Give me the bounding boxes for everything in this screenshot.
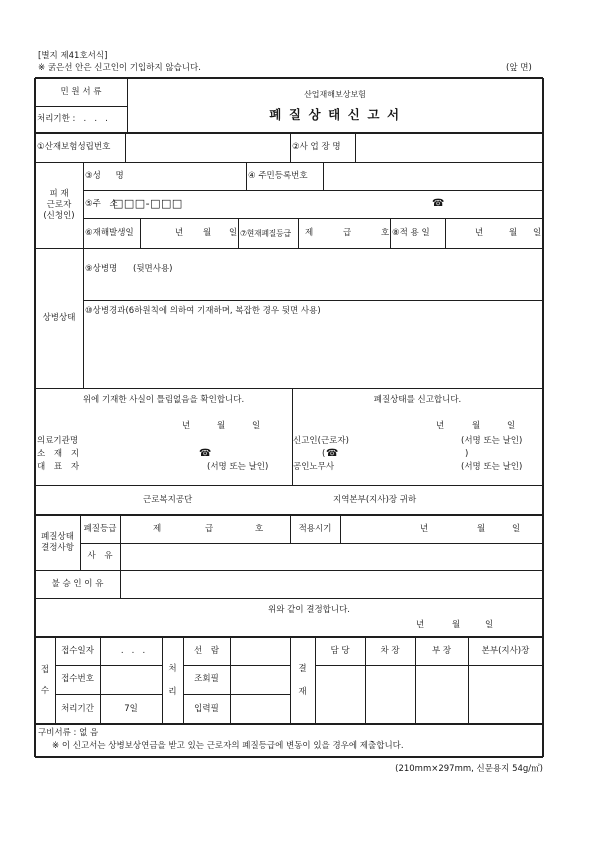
worker-name-label: ③성 명 <box>85 170 124 181</box>
decision-reason-label: 사 유 <box>87 551 113 561</box>
phone-paren-open: ( <box>322 449 326 459</box>
day-unit: 일 <box>533 228 542 238</box>
month-unit: 월 <box>217 421 226 431</box>
month-unit: 월 <box>509 228 518 238</box>
rule-line-horizontal <box>35 756 543 758</box>
representative-label: 대 표 자 <box>37 462 80 472</box>
recipient-name: 지역본부(지사)장 귀하 <box>333 495 417 505</box>
grade-unit: 급 <box>343 228 352 238</box>
year-unit: 년 <box>416 620 425 630</box>
civil-doc-label: 민 원 서 류 <box>60 86 102 97</box>
agency-name: 근로복지공단 <box>143 495 193 505</box>
day-unit: 일 <box>507 421 516 431</box>
phone-icon: ☎ <box>432 198 445 209</box>
paper-spec: (210mm×297mm, 신문용지 54g/㎡) <box>395 764 543 774</box>
preview-label: 선 람 <box>193 645 220 656</box>
day-unit: 일 <box>229 228 238 238</box>
rejection-reason-field <box>120 570 543 598</box>
day-unit: 일 <box>252 421 261 431</box>
accident-date-label: ⑥재해발생일 <box>85 227 134 238</box>
workplace-name-label: ②사 업 장 명 <box>292 142 341 152</box>
worker-section-label-line: (신청인) <box>43 210 75 221</box>
disease-name-note: (뒷면사용) <box>133 264 173 274</box>
current-grade-label: ⑦현재폐질등급 <box>240 228 291 238</box>
inquiry-label: 조회필 <box>194 674 219 684</box>
worker-section-label-line: 근로자 <box>46 199 72 210</box>
decision-reason-field <box>120 543 543 570</box>
workplace-name-field <box>355 133 543 162</box>
receipt-date-label: 접수일자 <box>61 645 94 656</box>
form-number: [별지 제41호서식] <box>38 51 108 61</box>
resident-no-label: ④ 주민등록번호 <box>248 170 308 181</box>
month-unit: 월 <box>452 620 461 630</box>
insurance-no-field <box>125 133 290 162</box>
handling-section-char: 리 <box>168 686 177 697</box>
labor-attorney-label: 공인노무사 <box>293 462 335 472</box>
institution-label: 의료기관명 <box>37 436 79 446</box>
decision-grade-label: 폐질등급 <box>83 523 117 534</box>
approver-staff: 담 당 <box>330 645 350 656</box>
month-unit: 월 <box>472 421 481 431</box>
receipt-section-label <box>35 637 55 724</box>
decision-statement: 위와 같이 결정합니다. <box>268 605 351 615</box>
entry-label: 입력필 <box>194 703 219 714</box>
rejection-reason-label: 불 승 인 이 유 <box>51 578 104 589</box>
year-unit: 년 <box>175 228 184 238</box>
year-unit: 년 <box>420 524 429 534</box>
decision-section-label-line: 결정사항 <box>41 542 74 553</box>
approval-section-label <box>290 637 315 724</box>
rule-line-horizontal <box>35 388 543 389</box>
decision-section-label <box>35 515 80 570</box>
grade-prefix-unit: 제 <box>305 228 314 238</box>
receipt-section-char: 접 <box>40 664 50 675</box>
confirmation-statement: 위에 기재한 사실이 틀림없음을 확인합니다. <box>82 394 245 405</box>
handling-section-label <box>162 637 183 724</box>
applicant-label: 신고인(근로자) <box>293 436 349 446</box>
year-unit: 년 <box>436 421 445 431</box>
receipt-date-value: . . . <box>120 645 146 656</box>
approver-deputy: 차 장 <box>380 645 400 656</box>
grade-unit: 급 <box>205 524 214 534</box>
form-subtitle: 산업재해보상보험 <box>304 90 366 99</box>
injury-section-label: 상병상태 <box>42 312 76 323</box>
receipt-no-label: 접수번호 <box>61 674 94 684</box>
processing-period-value: 7일 <box>124 703 138 714</box>
approval-section-char: 재 <box>298 686 307 697</box>
grade-prefix-unit: 제 <box>153 524 162 534</box>
receipt-no-field <box>100 665 162 694</box>
submission-note: ※ 이 신고서는 상병보상연금을 받고 있는 근로자의 폐질등급에 변동이 있을 경우에 제출합니다. <box>52 741 404 751</box>
rule-line-horizontal <box>83 218 543 219</box>
grade-suffix-unit: 호 <box>255 524 264 534</box>
form-title-block <box>127 78 543 133</box>
declaration-statement: 폐질상태를 신고합니다. <box>373 394 462 405</box>
handling-section-char: 처 <box>168 663 177 674</box>
signature-note: (서명 또는 날인) <box>461 436 523 446</box>
deadline-label: 처리기한 : . . . <box>37 114 108 124</box>
decision-section-label-line: 폐질상태 <box>41 531 74 542</box>
address-label: ⑤주 소 <box>85 199 118 209</box>
rule-line-horizontal <box>83 300 543 301</box>
day-unit: 일 <box>512 524 521 534</box>
resident-no-field <box>323 162 543 190</box>
processing-period-label: 처리기간 <box>61 703 94 714</box>
grade-suffix-unit: 호 <box>381 228 390 238</box>
month-unit: 월 <box>203 228 212 238</box>
apply-period-label: 적용시기 <box>298 523 332 534</box>
attachments-note: 구비서류 : 없 음 <box>38 728 99 738</box>
page-side-label: (앞 면) <box>506 63 532 73</box>
header-note: ※ 굵은선 안은 신고인이 기입하지 않습니다. <box>38 63 201 73</box>
insurance-no-label: ①산재보험성립번호 <box>37 142 111 152</box>
receipt-section-char: 수 <box>40 685 50 696</box>
worker-section-label <box>35 162 83 248</box>
approver-branch-head: 본부(지사)장 <box>481 645 530 656</box>
month-unit: 월 <box>477 524 486 534</box>
signature-note: (서명 또는 날인) <box>207 462 269 472</box>
disease-progress-label: ⑩상병경과(6하원칙에 의하여 기재하며, 복잡한 경우 뒷면 사용) <box>85 306 321 316</box>
phone-icon: ☎ <box>326 448 339 459</box>
rule-line-horizontal <box>35 485 543 486</box>
phone-icon: ☎ <box>199 448 212 459</box>
signature-note: (서명 또는 날인) <box>461 462 523 472</box>
year-unit: 년 <box>182 421 191 431</box>
day-unit: 일 <box>485 620 494 630</box>
form-title: 폐 질 상 태 신 고 서 <box>269 107 401 122</box>
approver-manager: 부 장 <box>431 645 452 656</box>
location-label: 소 재 지 <box>37 449 80 459</box>
worker-section-label-line: 피 재 <box>49 188 69 199</box>
approval-section-char: 결 <box>298 663 307 674</box>
year-unit: 년 <box>475 228 484 238</box>
postcode-boxes: □□□-□□□ <box>113 197 183 210</box>
disease-name-label: ⑨상병명 <box>85 264 118 274</box>
apply-date-label: ⑧적 용 일 <box>392 227 430 238</box>
phone-paren-close: ) <box>465 449 469 459</box>
